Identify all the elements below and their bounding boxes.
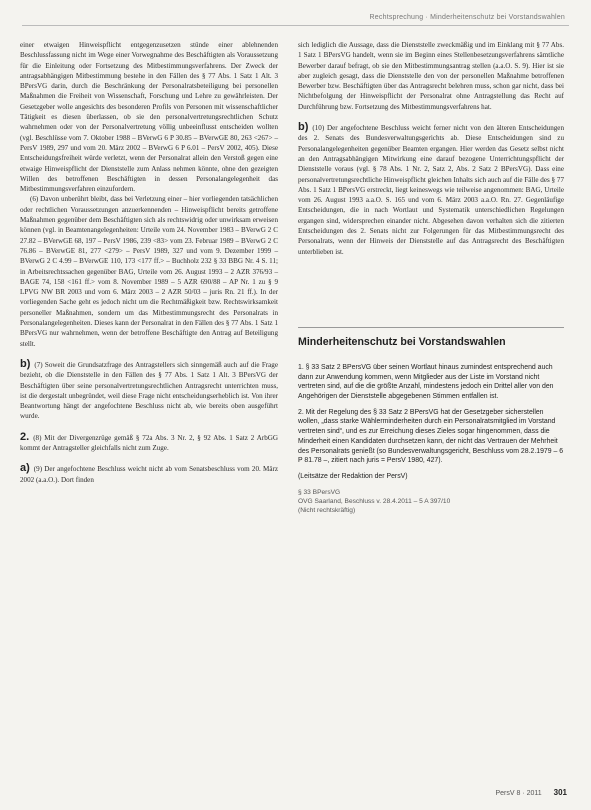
section-label: 2. [20, 430, 30, 443]
section-text: (10) Der angefochtene Beschluss weicht ferner nicht von den älteren Entscheidungen des 2. Senats des Bundesverwaltungsgerichts ab. Diese Entscheidungen sind zu Personalangelegenheiten gegenüber Beamten ergangen. Hier werden das Gesetz selbst nicht an den Antragsabhängigen Mitwirkung eine darauf bezogene Unterrichtungspflicht der Dienststelle voraus (vgl. § 78 Abs. 1 Nr. 2, Satz 2, Abs. 2 Satz 2 BPersVG). Dass eine personalvertretungsrechtliche Hinweispflicht gleichen Inhalts sich auch auf die Fälle des § 77 Abs. 1 Satz 1 BPersVG erstreckt, liegt keineswegs wie teilweise angenommen: BAG, Urteile vom 26. August 1993 a.a.O. S. 165 und vom 6. März 2003 a.a.O. Rn. 27. Gegenläufige Entscheidungen, die in nach Wortlaut und Systematik unterschiedlichen Regelungen ergangen sind, widersprechen einander nicht. Abgesehen davon verhalten sich die zitierten Entscheidungen des 2. Senats nicht zur Folgerungen für das Mitbestimmungsrecht des Personalrats, wenn der Hinweis der Dienststelle auf das Antragsrecht des Beschäftigten unterblieben ist. [298, 124, 564, 256]
citation-line: OVG Saarland, Beschluss v. 28.4.2011 – 5 A 397/10 [298, 497, 451, 505]
headnote: 2. Mit der Regelung des § 33 Satz 2 BPersVG hat der Gesetzgeber sicherstellen wollen, „dass starke Wählerminderheiten durch ein Personalratsmitglied im Vorstand vertreten sind“, und es zur Erreichung dieses Zieles sogar hingenommen, dass die Minderheit einen Kandidaten durchsetzen kann, der nicht das Vertrauen der Mehrheit des Personalrats genießt (so Bundesverwaltungsgericht, Beschluss vom 28.2.1979 – 6 P 81.78 –, zitiert nach juris = PersV 1980, 427). [298, 408, 564, 465]
section-label: b) [20, 357, 31, 370]
headnote: 1. § 33 Satz 2 BPersVG über seinen Wortlaut hinaus zumindest entsprechend auch dann zur Anwendung kommen, wenn Mitglieder aus der Liste im Vorstand nicht vertreten sind, auf die die größte Anzahl, mindestens jedoch ein Drittel aller von den Angehörigen der Dienststelle abgegebenen Stimmen entfallen ist. [298, 363, 554, 401]
body-paragraph: sich lediglich die Aussage, dass die Dienststelle zweckmäßig und im Einklang mit § 77 Abs. 1 Satz 1 BPersVG handelt, wenn sie im Beginn eines Stellenbesetzungsverfahrens sämtliche Bewerber darauf befragt, ob sie den Mitbestimmungsantrag stellen (a.a.O. S. 9). Hier ist sie aber zugleich gesagt, dass die Dienststelle den von der personellen Maßnahme betroffenen Bewerber bzw. Beschäftigten über das Antragsrecht belehren muss, schon gar nicht, dass bei Nichtbefolgung der Hinweispflicht der Personalrat ohne Antragstellung das Recht auf Durchführung bzw. Fortsetzung des Mitbestimmungsverfahrens hat. [298, 41, 564, 111]
body-paragraph: einer etwaigen Hinweispflicht entgegenzusetzen stünde einer ablehnenden Beschlussfassung nicht im Wege einer Vorwegnahme des Beschäftigten als Voraussetzung für die Einleitung oder Fortsetzung des Mitbestimmungsverfahrens. Der Zweck der antragsabhängigen Mitbestimmung bestehe in den Fällen des § 77 Abs. 1 Satz 1 Alt. 3 BPersVG darin, durch die Beschränkung der Personalratsbeteiligung bei personellen Maßnahmen die Freiheit von Wissenschaft, Forschung und Lehre zu gewährleisten. Der Gesetzgeber wolle angesichts des besonderen Profils von Personen mit wissenschaftlicher Tätigkeit es diesen überlassen, ob sie den personalvertretungsrechtlichen Schutz wahrnehmen oder von der Personalvertretung völlig unbeeinflusst entscheiden wollten (vgl. Beschlüsse vom 7. Oktober 1988 – BVerwG 6 P 30.85 – BVerwGE 80, 263 <267> – PersV 1989, 297 und vom 20. März 2002 – BVerwG 6 P 6.01 – PersV 2002, 405). Diese Entscheidungsfreiheit würde verletzt, wenn der Personalrat allein den Verstoß gegen eine etwaige Hinweispflicht der Dienststelle zum Anlass nehmen könnte, ohne den gezeigten Willen des betroffenen Beschäftigten in dessen Personalangelegenheit das Mitbestimmungsverfahren einzufordern. [20, 41, 278, 194]
body-paragraph: (6) Davon unberührt bleibt, dass bei Verletzung einer – hier vorliegenden tatsächlichen oder rechtlichen Voraussetzungen anzuerkennenden – Hinweispflicht bereits getroffene Maßnahmen gegenüber dem Beschäftigten sich als rechtswidrig oder unwirksam erweisen können (vgl. in Beamtenangelegenheiten: Urteile vom 24. November 1983 – BVerwG 2 C 27.82 – BVerwGE 68, 197 – PersV 1986, 239 <83> vom 23. Februar 1989 – BVerwG 2 C 76.86 – BVerwGE 81, 277 <279> – PersV 1989, 327 und vom 9. Dezember 1999 – BVerwG 2 C 4.99 – BVerwGE 110, 173 <177 ff.> – Buchholz 232 § 33 BBG Nr. 4 S. 11; in Arbeitsrechtssachen gegenüber BAG, Urteile vom 26. August 1993 – 2 AZR 376/93 – BAGE 74, 158 <161 ff.> vom 8. November 1989 – 5 AZR 690/88 – AP Nr. 1 zu § 9 LPVG NW BR 2003 und vom 6. März 2003 – 2 AZR 50/03 – juris Rn. 21 ff.). In der vorliegenden Sache geht es jedoch nicht um die Rechtmäßigkeit bzw. Rechtswirksamkeit personeller Maßnahmen, sondern um das Mitbestimmungsrecht des Personalrats in Personalangelegenheiten. Dieses kann der Personalrat in den Fällen des § 77 Abs. 1 Satz 1 BPersVG nur wahrnehmen, wenn der betroffene Beschäftigte den Antrag auf Beteiligung stellt. [20, 195, 278, 348]
section-2-paragraph [20, 432, 278, 454]
header-rule [22, 25, 569, 26]
section-text: (7) Soweit die Grundsatzfrage des Antragstellers sich sinngemäß auch auf die Frage bezieht, ob die Dienststelle in den Fällen des § 77 Abs. 1 Satz 1 Alt. 3 BPersVG der Beschäftigten über seine personalvertretungsrechtlichen Antragsrecht unterrichten muss, ist die dergestalt unbegründet, weil diese Frage nicht entscheidungserheblich ist. Von ihrer Beantwortung hängt der angefochtene Beschluss nicht ab, wie bereits oben ausgeführt wurde. [20, 360, 278, 421]
section-b-paragraph [20, 359, 278, 422]
headnote-credit: (Leitsätze der Redaktion der PersV) [298, 472, 408, 480]
article-heading: Minderheitenschutz bei Vorstandswahlen [298, 327, 564, 349]
citation-line: (Nicht rechtskräftig) [298, 506, 356, 514]
running-title: Rechtsprechung · Minderheitenschutz bei Vorstandswahlen [369, 14, 565, 21]
page-number: 301 [553, 788, 567, 797]
section-label: b) [298, 121, 309, 134]
right-column [298, 40, 564, 515]
section-a-paragraph [20, 463, 278, 485]
citation-block [298, 488, 564, 515]
citation-line: § 33 BPersVG [298, 488, 341, 496]
journal-reference: PersV 8 · 2011 [495, 790, 542, 797]
section-label: a) [20, 462, 30, 475]
section-text: (9) Der angefochtene Beschluss weicht nicht ab vom Senatsbeschluss vom 20. März 2002 (a.a.O.). Dort finden [20, 465, 278, 484]
left-column [20, 40, 278, 485]
section-text: (8) Mit der Divergenzrüge gemäß § 72a Abs. 3 Nr. 2, § 92 Abs. 1 Satz 2 ArbGG kommt der Antragsteller gleichfalls nicht zum Zuge. [20, 433, 278, 452]
headnotes [298, 363, 564, 482]
page-footer [496, 788, 568, 797]
section-b-paragraph [298, 122, 564, 257]
